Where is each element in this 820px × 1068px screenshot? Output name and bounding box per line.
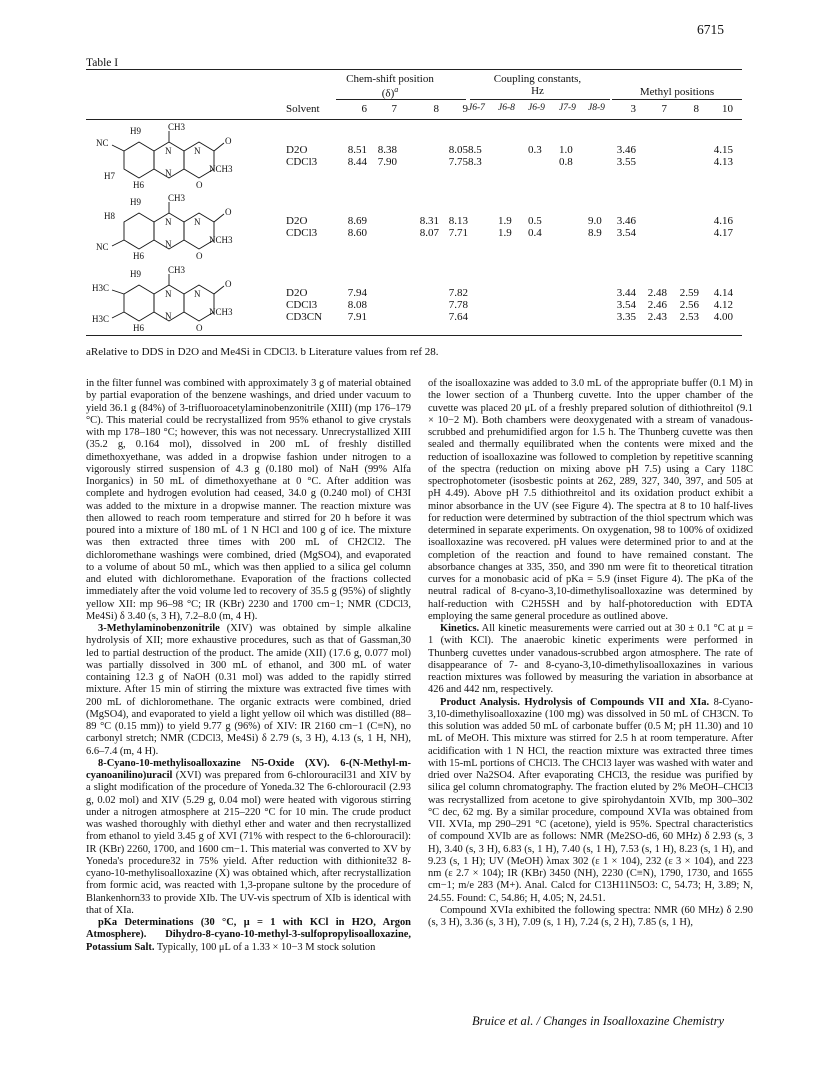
table-cell-solvent: D2O <box>286 215 308 227</box>
svg-text:H9: H9 <box>130 269 141 279</box>
table-cell-coupling: 9.0 <box>588 215 602 227</box>
col-header-chem: 6 <box>361 103 367 115</box>
table-cell-chem-shift: 7.75 <box>448 156 468 168</box>
table-cell-chem-shift: 7.91 <box>347 311 367 323</box>
col-header-chem: 8 <box>433 103 439 115</box>
body-paragraph <box>86 917 411 954</box>
table-cell-coupling: 0.5 <box>528 215 542 227</box>
structure-7-8-dimethyl <box>86 264 286 339</box>
header-methyl-underline <box>612 99 742 100</box>
table-cell-methyl: 3.54 <box>616 299 636 311</box>
table-cell-methyl: 2.59 <box>679 287 699 299</box>
table-cell-chem-shift: 8.44 <box>347 156 367 168</box>
svg-text:NC: NC <box>96 138 109 148</box>
table-cell-methyl: 4.13 <box>713 156 733 168</box>
svg-text:N: N <box>165 168 172 178</box>
table-cell-solvent: CDCl3 <box>286 227 318 239</box>
table-cell-solvent: D2O <box>286 287 308 299</box>
svg-text:N: N <box>194 146 201 156</box>
body-paragraph <box>86 623 411 758</box>
table-cell-chem-shift: 7.94 <box>347 287 367 299</box>
table-cell-coupling: 1.9 <box>498 227 512 239</box>
table-cell-solvent: CD3CN <box>286 311 323 323</box>
paragraph-text: (XVI) was prepared from 6-chlorouracil31 and XIV by a slight modification of the procedure of Yoneda.32 The 6-chlorouracil (2.93 g, 0.02 mol) and XIV (5.29 g, 0.04 mol) were heated with vigorous stirring under a nitrogen atmosphere at 215–220 °C for 10 min. The crude product was washed thoroughly with diethyl ether and water and then recrystallized from ethanol to yield 3.45 g of XVI (71% with respect to the 6-chlorouracil): IR (KBr) 2260, 1700, and 1600 cm−1. This material was converted to XV by Yoneda's procedure32 in 75% yield. After reduction with dithionite32 8-cyano-10-methylisoalloxazine (X) was obtained which, after recrystallization from formic acid, was reacted with 1,3-propane sultone by the procedure of Blankenhorn33 to provide XIb. The UV-vis spectrum of XIb is identical with that of XIa. <box>86 770 411 916</box>
table-cell-solvent: D2O <box>286 144 308 156</box>
table-cell-coupling: 8.3 <box>468 156 482 168</box>
svg-text:H6: H6 <box>133 251 144 261</box>
svg-text:NC: NC <box>96 242 109 252</box>
table-cell-chem-shift: 8.05 <box>448 144 468 156</box>
table-cell-chem-shift: 8.31 <box>419 215 439 227</box>
col-header-chem: 7 <box>391 103 397 115</box>
header-chem-shift: Chem-shift position $(\delta)^a$ <box>346 73 434 100</box>
svg-text:N: N <box>165 217 172 227</box>
table-cell-chem-shift: 8.69 <box>347 215 367 227</box>
body-paragraph <box>86 758 411 917</box>
paragraph-text: Typically, 100 μL of a 1.33 × 10−3 M stock solution <box>154 941 376 953</box>
structure-7-8-dimethyl-drawing <box>86 264 286 334</box>
body-paragraph <box>428 697 753 905</box>
table-cell-solvent: CDCl3 <box>286 299 318 311</box>
col-header-coupling: J7-9 <box>559 103 576 113</box>
svg-text:O: O <box>196 180 203 190</box>
table-cell-coupling: 8.5 <box>468 144 482 156</box>
svg-text:CH3: CH3 <box>168 193 186 203</box>
table-top-rule <box>86 69 742 70</box>
svg-text:O: O <box>196 251 203 261</box>
col-header-methyl: 10 <box>722 103 733 115</box>
table-cell-chem-shift: 7.78 <box>448 299 468 311</box>
table-cell-chem-shift: 8.07 <box>419 227 439 239</box>
table-cell-methyl: 2.53 <box>679 311 699 323</box>
header-chem-shift-underline <box>336 99 466 100</box>
run-in-heading: pKa Determinations (30 °C, μ = 1 with KCl in H2O, Argon Atmosphere). Dihydro-8-cyano-10-methyl-3-sulfopropylisoalloxazine, Potassium Salt. <box>86 917 411 953</box>
svg-text:H3C: H3C <box>92 314 110 324</box>
table-cell-methyl: 3.54 <box>616 227 636 239</box>
run-in-heading: 8-Cyano-10-methylisoalloxazine N5-Oxide (XV). 6-(N-Methyl-m-cyanoanilino)uracil <box>86 757 411 781</box>
running-footer: Bruice et al. / Changes in Isoalloxazine Chemistry <box>471 1014 724 1028</box>
col-header-coupling: J6-8 <box>498 103 515 113</box>
table-cell-methyl: 3.44 <box>616 287 636 299</box>
svg-text:O: O <box>196 323 203 333</box>
body-paragraph: Compound XVIa exhibited the following spectra: NMR (60 MHz) δ 2.90 (s, 3 H), 3.36 (s, 3 H), 7.09 (s, 1 H), 7.24 (s, 2 H), 7.85 (s, 1 H), <box>428 904 753 928</box>
svg-text:O: O <box>225 207 232 217</box>
svg-text:H3C: H3C <box>92 283 110 293</box>
svg-text:NCH3: NCH3 <box>209 307 233 317</box>
col-header-methyl: 3 <box>630 103 636 115</box>
body-paragraph: of the isoalloxazine was added to 3.0 mL of the appropriate buffer (0.1 M) in the lower section of a Thunberg cuvette. Into the upper chamber of the cuvette was placed 20 μL of a freshly prepared solution of dithiothreitol (9.1 × 10−2 M). Both chambers were deoxygenated with a stream of vanadous-scrubbed and prehumidified argon for 1.5 h. The Thunberg cuvette was then sealed and thermally equilibrated when the contents were mixed and the reduction of isoalloxazine was followed to completion by repetitive scanning of the spectra (reduction on mixing above pH 7.5) using a Cary 118C spectrophotometer (isosbestic points at 262, 289, 327, 340, 397, and 505 at pH 4.49). Above pH 7.5 dithiothreitol and its oxidation product exhibit a minor absorbance in the UV (see Figure 4). The spectra at 8 to 10 half-lives for reduction were determined by subtraction of the thiol spectrum which was determined in separate experiments. On oxygenation, 98 to 100% of oxidized isoalloxazine was recovered. pH values were determined prior to and at the completion of the reaction and found to have remained constant. The absorbance changes at 335, 350, and 390 nm were fit to theoretical titration curves for a monobasic acid of pKa = 5.9 (inset Figure 4). The pKa of the neutral radical of 8-cyano-3,10-dimethylisoalloxazine was determined by half-reduction with C2H5SH and by half-photoreduction with EDTA employing the same general procedure as outlined above. <box>428 378 753 622</box>
table-bottom-rule <box>86 335 742 336</box>
run-in-heading: Product Analysis. Hydrolysis of Compounds VII and XIa. <box>440 696 710 708</box>
paragraph-text: (XIV) was obtained by simple alkaline hydrolysis of XII; more exhaustive procedures, such as that of Gassman,30 led to partial destruction of the product. The amide (XII) (17.6 g, 0.077 mol) was partially dissolved in 300 mL of ethanol, and 300 mL of water containing 12.3 g of NaOH (0.31 mol) was added to the rapidly stirred mixture. After 15 min of stirring the mixture was extracted five times with 200 mL of dichloromethane. The organic extracts were combined, dried (MgSO4), and evaporated to yield a light yellow oil which was distilled (88–89 °C (0.15 mm)) to yield 9.77 g (96%) of XIV: IR 2160 cm−1 (C≡N), no carbonyl stretch; NMR (CDCl3, Me4Si) δ 2.79 (s, 3 H), 4.13 (s, 1 H, NH), 6.6–7.4 (m, 4 H). <box>86 623 411 757</box>
table-cell-methyl: 2.43 <box>647 311 667 323</box>
table-cell-coupling: 0.4 <box>528 227 542 239</box>
table-footnote: aRelative to DDS in D2O and Me4Si in CDCl3. b Literature values from ref 28. <box>86 346 439 358</box>
table-cell-chem-shift: 7.71 <box>448 227 468 239</box>
structure-7-cyano-drawing <box>86 121 286 191</box>
table-cell-coupling: 1.9 <box>498 215 512 227</box>
svg-text:NCH3: NCH3 <box>209 164 233 174</box>
table-cell-chem-shift: 8.38 <box>377 144 397 156</box>
col-header-solvent: Solvent <box>286 103 320 115</box>
run-in-heading: Kinetics. <box>440 623 480 634</box>
table-caption: Table I <box>86 57 119 69</box>
table-cell-chem-shift: 8.51 <box>347 144 367 156</box>
table-cell-chem-shift: 7.82 <box>448 287 468 299</box>
table-cell-methyl: 4.17 <box>713 227 733 239</box>
body-left-column <box>86 378 411 954</box>
table-cell-chem-shift: 8.08 <box>347 299 367 311</box>
table-cell-methyl: 2.48 <box>647 287 667 299</box>
table-cell-chem-shift: 8.60 <box>347 227 367 239</box>
table-cell-coupling: 0.3 <box>528 144 542 156</box>
table-cell-methyl: 2.46 <box>647 299 667 311</box>
header-coupling: Coupling constants, Hz <box>493 73 582 97</box>
table-cell-methyl: 4.12 <box>713 299 733 311</box>
svg-text:H6: H6 <box>133 323 144 333</box>
body-paragraph <box>428 623 753 697</box>
svg-text:H9: H9 <box>130 197 141 207</box>
table-cell-methyl: 4.14 <box>713 287 733 299</box>
table-cell-methyl: 3.35 <box>616 311 636 323</box>
table-cell-coupling: 0.8 <box>559 156 573 168</box>
paragraph-text: All kinetic measurements were carried out at 30 ± 0.1 °C at μ = 1 (with KCl). The anaerobic kinetic experiments were performed in Thunberg cuvettes under vanadous-scrubbed argon atmosphere. The rate of disappearance of 7- and 8-cyano-3,10-dimethylisoalloxazines in various reaction mixtures was followed by measuring the variation in absorbance at 426 and 442 nm, respectively. <box>428 623 753 696</box>
table-cell-coupling: 1.0 <box>559 144 573 156</box>
table-cell-methyl: 4.16 <box>713 215 733 227</box>
col-header-coupling: J6-9 <box>528 103 545 113</box>
body-right-column <box>428 378 753 929</box>
table-cell-coupling: 8.9 <box>588 227 602 239</box>
structure-7-cyano <box>86 121 286 196</box>
svg-text:N: N <box>165 289 172 299</box>
header-methyl: Methyl positions <box>639 86 715 98</box>
header-coupling-underline <box>470 99 610 100</box>
run-in-heading: 3-Methylaminobenzonitrile <box>98 623 220 634</box>
col-header-methyl: 7 <box>661 103 667 115</box>
svg-text:H7: H7 <box>104 171 115 181</box>
table-cell-solvent: CDCl3 <box>286 156 318 168</box>
svg-text:N: N <box>194 289 201 299</box>
table-cell-chem-shift: 7.90 <box>377 156 397 168</box>
structure-8-cyano-drawing <box>86 192 286 262</box>
svg-text:H9: H9 <box>130 126 141 136</box>
svg-text:H6: H6 <box>133 180 144 190</box>
svg-text:NCH3: NCH3 <box>209 235 233 245</box>
col-header-coupling: J8-9 <box>588 103 605 113</box>
svg-text:O: O <box>225 136 232 146</box>
table-cell-methyl: 4.15 <box>713 144 733 156</box>
col-header-chem: 9 <box>462 103 468 115</box>
col-header-coupling: J6-7 <box>468 103 485 113</box>
svg-text:N: N <box>165 146 172 156</box>
svg-text:H8: H8 <box>104 211 115 221</box>
structure-8-cyano <box>86 192 286 267</box>
table-cell-methyl: 3.46 <box>616 144 636 156</box>
svg-text:CH3: CH3 <box>168 122 186 132</box>
page-number: 6715 <box>697 22 724 37</box>
table-header-rule <box>86 119 742 120</box>
table-cell-methyl: 3.55 <box>616 156 636 168</box>
svg-text:CH3: CH3 <box>168 265 186 275</box>
table-cell-chem-shift: 7.64 <box>448 311 468 323</box>
svg-text:N: N <box>194 217 201 227</box>
body-paragraph: in the filter funnel was combined with approximately 3 g of material obtained by partial evaporation of the benzene washings, and dried under vacuum to yield 36.1 g (84%) of 3-trifluoroacetylaminobenzonitrile (XIII) (mp 176–179 °C). This material could be recrystallized from 95% ethanol to give crystals with mp 178–180 °C; however, this was not necessary. Unrecrystallized XIII (35.2 g, 0.164 mol), dissolved in 200 mL of freshly distilled dimethoxyethane, was added in a dropwise fashion under nitrogen to a vigorously stirred suspension of 4.3 g (0.180 mol) of NaH (99% Alfa Inorganics) in 50 mL of dimethoxyethane at 0 °C. After addition was complete and hydrogen evolution had ceased, 34.0 g (0.240 mol) of CH3I was added to the mixture in a dropwise manner. The reaction mixture was then allowed to reach room temperature and stirred for 20 h before it was poured into a mixture of 180 mL of 1 N HCl and 100 g of ice. The mixture was then extracted three times with 200 mL of CH2Cl2. The dichloromethane washings were combined, dried (MgSO4), and evaporated to a volume of about 50 mL, which was then applied to a silica gel column and eluted with dichloromethane. Evaporation of the fractions collected immediately after the void volume led to recovery of 35.5 g (95%) of slightly yellow XII: mp 96–98 °C; IR (KBr) 2230 and 1700 cm−1; NMR (CDCl3, Me4Si) δ 3.40 (s, 3 H), 7.2–8.0 (m, 4 H). <box>86 378 411 622</box>
col-header-methyl: 8 <box>693 103 699 115</box>
table-cell-methyl: 3.46 <box>616 215 636 227</box>
svg-text:O: O <box>225 279 232 289</box>
table-cell-chem-shift: 8.13 <box>448 215 468 227</box>
table-cell-methyl: 2.56 <box>679 299 699 311</box>
svg-text:N: N <box>165 239 172 249</box>
svg-text:N: N <box>165 311 172 321</box>
paragraph-text: 8-Cyano-3,10-dimethylisoalloxazine (100 mg) was dissolved in 50 mL of CH3CN. To this solution was added 50 mL of carbonate buffer (0.5 M; pH 11.30) and 10 mL of MeOH. This mixture was stirred for 2.5 h at room temperature. After acidification with 1 N HCl, the reaction mixture was extracted three times with 15-mL portions of CHCl3. The CHCl3 layer was washed with water and dried over Na2SO4. After evaporating CHCl3, the residue was purified by silica gel column chromatography. The fraction eluted by 2% MeOH–CHCl3 was recrystallized from acetone to give spirohydantoin XVIb, mp 300–302 °C dec, 62 mg. By a similar procedure, compound XVIa was obtained from VII. XVIa, mp 290–291 °C (acetone), yield is 95%. Spectral characteristics of compound XVIb are as follows: NMR (Me2SO-d6, 60 MHz) δ 2.93 (s, 3 H), 3.40 (s, 3 H), 6.83 (s, 1 H), 7.40 (s, 1 H), 7.53 (s, 1 H), 8.23 (s, 1 H), and 9.23 (s, 1 H); UV (MeOH) λmax 302 (ε 1 × 104), 232 (ε 3 × 104), and 223 nm (ε 2.7 × 104); IR (KBr) 3450 (NH), 2230 (C≡N), 1790, 1730, and 1655 cm−1; m/e 283 (M+). Anal. Calcd for C13H11N5O3: C, 54.73; H, 3.89; N, 24.55. Found: C, 54.86; H, 4.05; N, 24.51. <box>428 696 753 904</box>
table-cell-methyl: 4.00 <box>713 311 733 323</box>
